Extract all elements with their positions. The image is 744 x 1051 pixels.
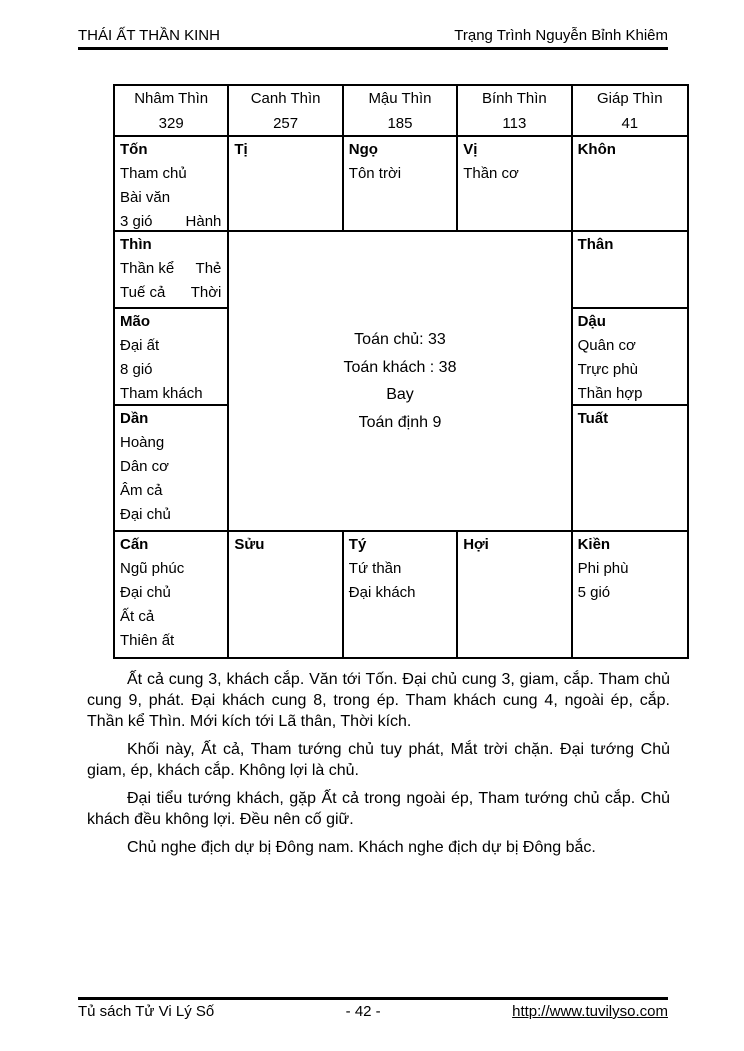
cell-line: Bài văn — [120, 189, 171, 206]
cell-label: Mão — [120, 313, 150, 330]
cell-line: Hoàng — [120, 434, 165, 451]
year-name: Giáp Thìn — [596, 89, 663, 107]
year-cell-nham-thin — [115, 86, 229, 137]
cell-line: Thần cơ — [463, 165, 519, 182]
cell-hoi — [458, 532, 572, 657]
header-divider — [78, 47, 668, 50]
cell-line: Âm cả — [120, 482, 163, 499]
cell-line: Dân cơ — [120, 458, 170, 475]
footer-divider — [78, 997, 668, 1000]
cell-line: Đại chủ — [120, 506, 171, 523]
cell-label: Tốn — [120, 141, 148, 158]
cell-label: Cấn — [120, 536, 149, 553]
header-book-title: THÁI ẤT THẦN KINH — [78, 27, 220, 44]
cell-line: 5 gió — [577, 584, 611, 601]
cell-line: 8 gió — [120, 361, 153, 378]
cell-line: Quân cơ — [577, 337, 636, 354]
cell-line: Đại chủ — [120, 584, 171, 601]
cell-line: Ất cả — [120, 608, 155, 625]
cell-line-right: Thời — [190, 284, 222, 301]
cell-line: Trực phù — [577, 361, 638, 378]
cell-line: Tham khách — [120, 385, 203, 402]
cell-line: Thần hợp — [577, 385, 643, 402]
cell-line: Đại ất — [120, 337, 160, 354]
bay-line: Bay — [386, 386, 414, 403]
cell-vi — [458, 137, 572, 232]
cell-line-right: Hành — [185, 213, 222, 230]
year-name: Canh Thìn — [250, 89, 321, 107]
year-number: 185 — [387, 114, 413, 132]
cell-dau — [573, 309, 687, 406]
cell-label: Hợi — [463, 536, 489, 553]
body-paragraph: Khối này, Ất cả, Tham tướng chủ tuy phát, Mắt trời chặn. Đại tướng Chủ giam, ép, khách cắp. Không lợi là chủ. — [87, 741, 670, 779]
cell-line — [120, 257, 223, 281]
cell-suu — [229, 532, 343, 657]
cell-label: Thân — [577, 236, 614, 253]
cell-label: Khôn — [577, 141, 616, 158]
cell-label: Sửu — [234, 536, 265, 553]
cell-ty — [344, 532, 458, 657]
cell-line-left: Thần kể — [120, 260, 175, 277]
year-cell-binh-thin — [458, 86, 572, 137]
cell-dan — [115, 406, 229, 532]
thai-at-board — [113, 84, 689, 659]
year-name: Bính Thìn — [482, 89, 547, 107]
body-paragraph: Ất cả cung 3, khách cắp. Văn tới Tốn. Đại chủ cung 3, giam, cắp. Tham chủ cung 9, phát. Đại khách cung 8, trong ép. Tham khách cung 4, ngoài ép, cắp. Thần kể Thìn. Mới kích tới Lã thân, Thời kích. — [87, 671, 670, 730]
toan-dinh-line: Toán định 9 — [358, 413, 442, 431]
cell-label: Thìn — [120, 236, 152, 253]
footer-page-number: - 42 - — [345, 1003, 381, 1020]
cell-label: Tị — [234, 141, 248, 158]
cell-than — [573, 232, 687, 309]
cell-label: Dậu — [577, 313, 606, 330]
cell-label: Tuất — [577, 410, 609, 427]
cell-label: Tý — [348, 536, 367, 553]
toan-khach-line: Toán khách : 38 — [343, 358, 457, 376]
cell-ton — [115, 137, 229, 232]
year-cell-giap-thin — [573, 86, 687, 137]
year-cell-canh-thin — [229, 86, 343, 137]
footer-series-name: Tủ sách Tử Vi Lý Số — [78, 1003, 215, 1020]
cell-tuat — [573, 406, 687, 532]
toan-chu-line: Toán chủ: 33 — [354, 331, 446, 348]
cell-can — [115, 532, 229, 657]
cell-ngo — [344, 137, 458, 232]
cell-mao — [115, 309, 229, 406]
cell-line: Tham chủ — [120, 165, 187, 182]
body-paragraph: Chủ nghe địch dự bị Đông nam. Khách nghe địch dự bị Đông bắc. — [127, 839, 596, 856]
cell-label: Ngọ — [348, 141, 378, 158]
cell-line: Tôn trời — [348, 165, 402, 182]
cell-line-right: Thẻ — [195, 260, 222, 277]
year-number: 113 — [502, 114, 527, 132]
cell-line-left: Tuế cả — [120, 284, 166, 301]
cell-line: Thiên ất — [120, 632, 175, 649]
page-footer — [78, 1003, 668, 1020]
year-name: Nhâm Thìn — [134, 89, 209, 107]
page-header — [78, 27, 668, 44]
cell-ti — [229, 137, 343, 232]
cell-line — [120, 210, 223, 232]
cell-line: Tứ thần — [348, 560, 402, 577]
cell-kien — [573, 532, 687, 657]
center-calculation-cell — [229, 232, 572, 532]
cell-label: Kiền — [577, 536, 611, 553]
body-paragraph: Đại tiểu tướng khách, gặp Ất cả trong ngoài ép, Tham tướng chủ cắp. Chủ khách đều không lợi. Đều nên cố giữ. — [87, 790, 670, 828]
commentary-text — [87, 669, 670, 865]
cell-line: Phi phù — [577, 560, 629, 577]
header-author: Trạng Trình Nguyễn Bỉnh Khiêm — [454, 27, 668, 44]
year-number: 41 — [621, 114, 639, 132]
cell-label: Vị — [463, 141, 478, 158]
year-name: Mậu Thìn — [368, 89, 432, 107]
year-cell-mau-thin — [344, 86, 458, 137]
cell-thin — [115, 232, 229, 309]
cell-label: Dần — [120, 410, 149, 427]
footer-url-link[interactable]: http://www.tuvilyso.com — [512, 1003, 668, 1020]
cell-khon — [573, 137, 687, 232]
cell-line: Đại khách — [348, 584, 416, 601]
year-number: 329 — [158, 114, 184, 132]
cell-line-left: 3 gió — [120, 213, 153, 230]
cell-line: Ngũ phúc — [120, 560, 185, 577]
cell-line — [120, 281, 223, 305]
year-number: 257 — [273, 114, 299, 132]
